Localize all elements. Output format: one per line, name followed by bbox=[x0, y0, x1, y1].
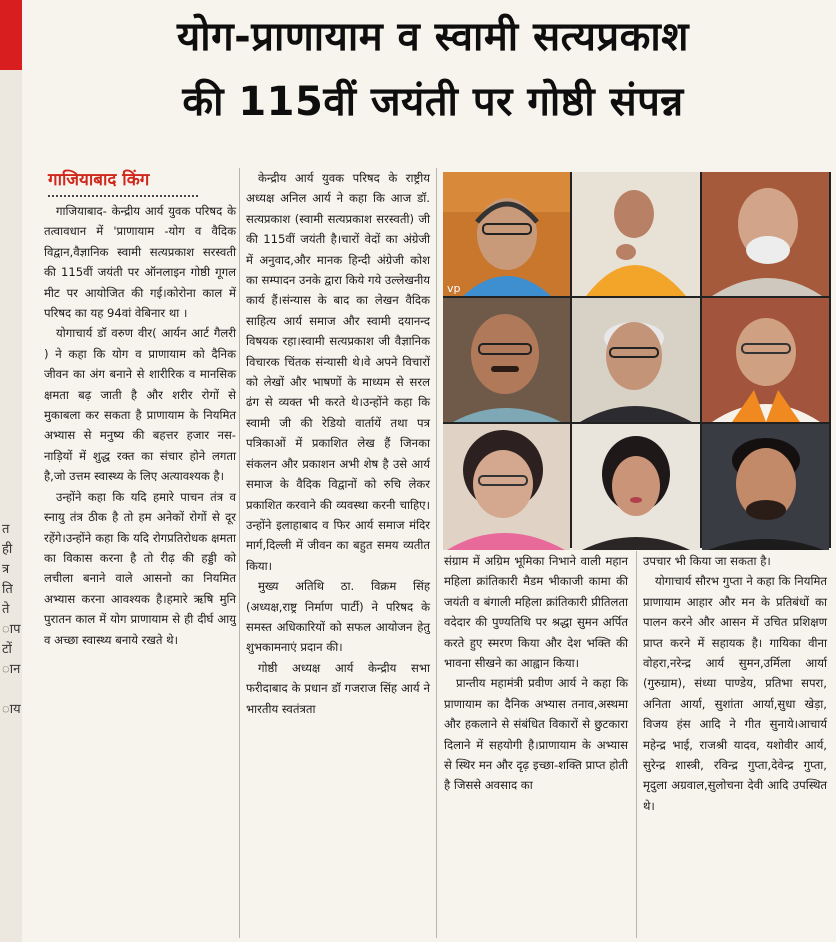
participant-photo bbox=[702, 424, 829, 550]
side-fragment: ते bbox=[2, 602, 10, 617]
adjacent-article-strip bbox=[0, 0, 22, 942]
article-paragraph: संग्राम में अग्रिम भूमिका निभाने वाली महान महिला क्रांतिकारी मैडम भीकाजी कामा की जयंती व बंगाली महिला क्रांतिकारी प्रीतिलता वदेदार की पुण्यतिथि पर श्रद्धा सुमन अर्पित करते हुए स्मरण किया और देश भक्ति की भावना सीखने का आह्वान किया। bbox=[444, 554, 628, 671]
side-fragment: ाप bbox=[2, 622, 21, 637]
headline-line-1: योग-प्राणायाम व स्वामी सत्यप्रकाश bbox=[177, 14, 689, 60]
column-divider bbox=[239, 168, 240, 938]
participant-photo bbox=[443, 172, 570, 296]
side-fragment: ाय bbox=[2, 702, 21, 717]
article-paragraph: योगाचार्य डॉ वरुण वीर( आर्यन आर्ट गैलरी ) ने कहा कि योग व प्राणायाम को दैनिक जीवन का अंग बनाने से शारीरिक व मानसिक क्षमता बढ़ जाती है और शरीर रोगों से मुकाबला कर सकता है प्राणायाम के नियमित अभ्यास से मनुष्य की बहत्तर हजार नस-नाड़ियों में शुद्ध रक्त का संचार होने लगता है,जो उत्तम स्वास्थ्य के लिए अत्यावश्यक है। bbox=[44, 326, 236, 484]
tile-watermark: vp bbox=[447, 282, 461, 295]
article-paragraph: गोष्ठी अध्यक्ष आर्य केन्द्रीय सभा फरीदाबाद के प्रधान डॉ गजराज सिंह आर्य ने भारतीय स्वतंत्रता bbox=[246, 660, 430, 716]
article-paragraph: प्रान्तीय महामंत्री प्रवीण आर्य ने कहा कि प्राणायाम का दैनिक अभ्यास तनाव,अस्थमा और हकलाने से संबंधित विकारों से छुटकारा दिलाने में सहयोगी है।प्राणायाम के अभ्यास से स्थिर मन और दृढ़ इच्छा-शक्ति प्राप्त होती है जिससे अवसाद का bbox=[444, 676, 628, 793]
headline bbox=[34, 4, 832, 134]
side-fragment: टों bbox=[2, 642, 12, 657]
participant-photo bbox=[572, 424, 700, 550]
article-paragraph: उपचार भी किया जा सकता है। bbox=[643, 554, 771, 568]
participant-photo bbox=[443, 424, 570, 550]
side-fragment: ही bbox=[2, 542, 13, 557]
article-paragraph: उन्होंने कहा कि यदि हमारे पाचन तंत्र व स्नायु तंत्र ठीक है तो हम अनेकों रोगों से दूर रहेंगे।उन्होंने कहा कि यदि रोगप्रतिरोधक क्षमता का विकास करना है तो रीढ़ की हड्डी को लचीला बनाने वाले आसनो का नियमित अभ्यास करना आवश्यक है।हमारे ऋषि मुनि पुरातन काल में योग प्राणायाम से ही दीर्घ आयु व अच्छा स्वास्थ्य बनाये रखते थे। bbox=[44, 489, 236, 647]
participant-photo bbox=[702, 172, 829, 296]
participant-photo bbox=[702, 298, 829, 422]
byline: गाजियाबाद किंग bbox=[48, 170, 150, 190]
article-column-2 bbox=[246, 168, 430, 719]
side-fragment: त्र bbox=[2, 562, 10, 577]
article-column-4 bbox=[643, 551, 827, 816]
article-paragraph: मुख्य अतिथि ठा. विक्रम सिंह (अध्यक्ष,राष्ट्र निर्माण पार्टी) ने परिषद के समस्त अधिकारियों को सफल आयोजन हेतु शुभकामनाएं प्रदान की। bbox=[246, 579, 430, 655]
article-column-3 bbox=[444, 551, 628, 796]
article-paragraph: योगाचार्य सौरभ गुप्ता ने कहा कि नियमित प्राणायाम आहार और मन के प्रतिबंधों का पालन करने और आसन में उचित प्रशिक्षण प्राप्त करने में सहायक है। गायिका वीना वोहरा,नरेन्द्र आर्य सुमन,उर्मिला आर्या (गुरुग्राम), संध्या पाण्डेय, प्रतिभा सपरा, अनिता आर्या, सुशांता आर्या,सुधा खेड़ा, विजय हंस आदि ने गीत सुनाये।आचार्य महेन्द्र भाई, राजश्री यादव, यशोवीर आर्य, सुरेन्द्र शास्त्री, रविन्द्र गुप्ता,देवेन्द्र गुप्ता, मृदुला अग्रवाल,सुलोचना देवी आदि उपस्थित थे। bbox=[643, 574, 827, 813]
article-column-1 bbox=[44, 168, 236, 650]
column-divider bbox=[436, 168, 437, 938]
article-paragraph: गाजियाबाद- केन्द्रीय आर्य युवक परिषद के तत्वावधान में 'प्राणायाम -योग व वैदिक विद्वान,वैज्ञानिक स्वामी सत्यप्रकाश सरस्वती की 115वीं जयंती पर ऑनलाइन गोष्ठी गूगल मीट पर आयोजित की गई।कोरोना काल में परिषद का यह 94वां वेबिनार था । bbox=[44, 204, 236, 321]
side-fragment: ति bbox=[2, 582, 13, 597]
byline-divider bbox=[48, 195, 198, 197]
participant-photo bbox=[572, 298, 700, 422]
article-paragraph: केन्द्रीय आर्य युवक परिषद के राष्ट्रीय अध्यक्ष अनिल आर्य ने कहा कि आज डॉ. सत्यप्रकाश (स्वामी सत्यप्रकाश सरस्वती) जी की 115वीं जयंती है।चारों वेदों का अंग्रेजी में अनुवाद,और मानक हिन्दी अंग्रेजी कोश का सम्पादन उनके द्वारा किये गये उल्लेखनीय कार्य हैं।संन्यास के बाद का लेखन वैदिक साहित्य आर्य समाज और स्वामी दयानन्द विषयक रहा।स्वामी सत्यप्रकाश जी वैज्ञानिक विचारक चिंतक संन्यासी थे।वे अपने विचारों को लेखों और भाषणों के माध्यम से सरल ढंग से व्यक्त भी करते थे।उन्होंने कहा कि स्वामी जी की रेडियो वार्तायें तथा पत्र पत्रिकाओं में प्रकाशित लेख हैं जिनका संकलन और प्रकाशन अभी शेष है उसे आर्य समाज के वैदिक विद्वानों को रुचि लेकर प्रकाशित करवाने की व्यवस्था करनी चाहिए।उन्होंने इलाहाबाद व फिर आर्य समाज मंदिर मार्ग,दिल्ली में जीवन का बहुत समय व्यतीत किया। bbox=[246, 171, 430, 573]
participant-photo bbox=[572, 172, 700, 296]
column-divider bbox=[636, 551, 637, 938]
participant-photo bbox=[443, 298, 570, 422]
side-fragment: त bbox=[2, 522, 10, 537]
masthead-red-block bbox=[0, 0, 22, 70]
webinar-participants-photo-grid bbox=[443, 172, 831, 548]
side-fragment: ान bbox=[2, 662, 21, 677]
headline-line-2: की 115वीं जयंती पर गोष्ठी संपन्न bbox=[182, 79, 684, 125]
